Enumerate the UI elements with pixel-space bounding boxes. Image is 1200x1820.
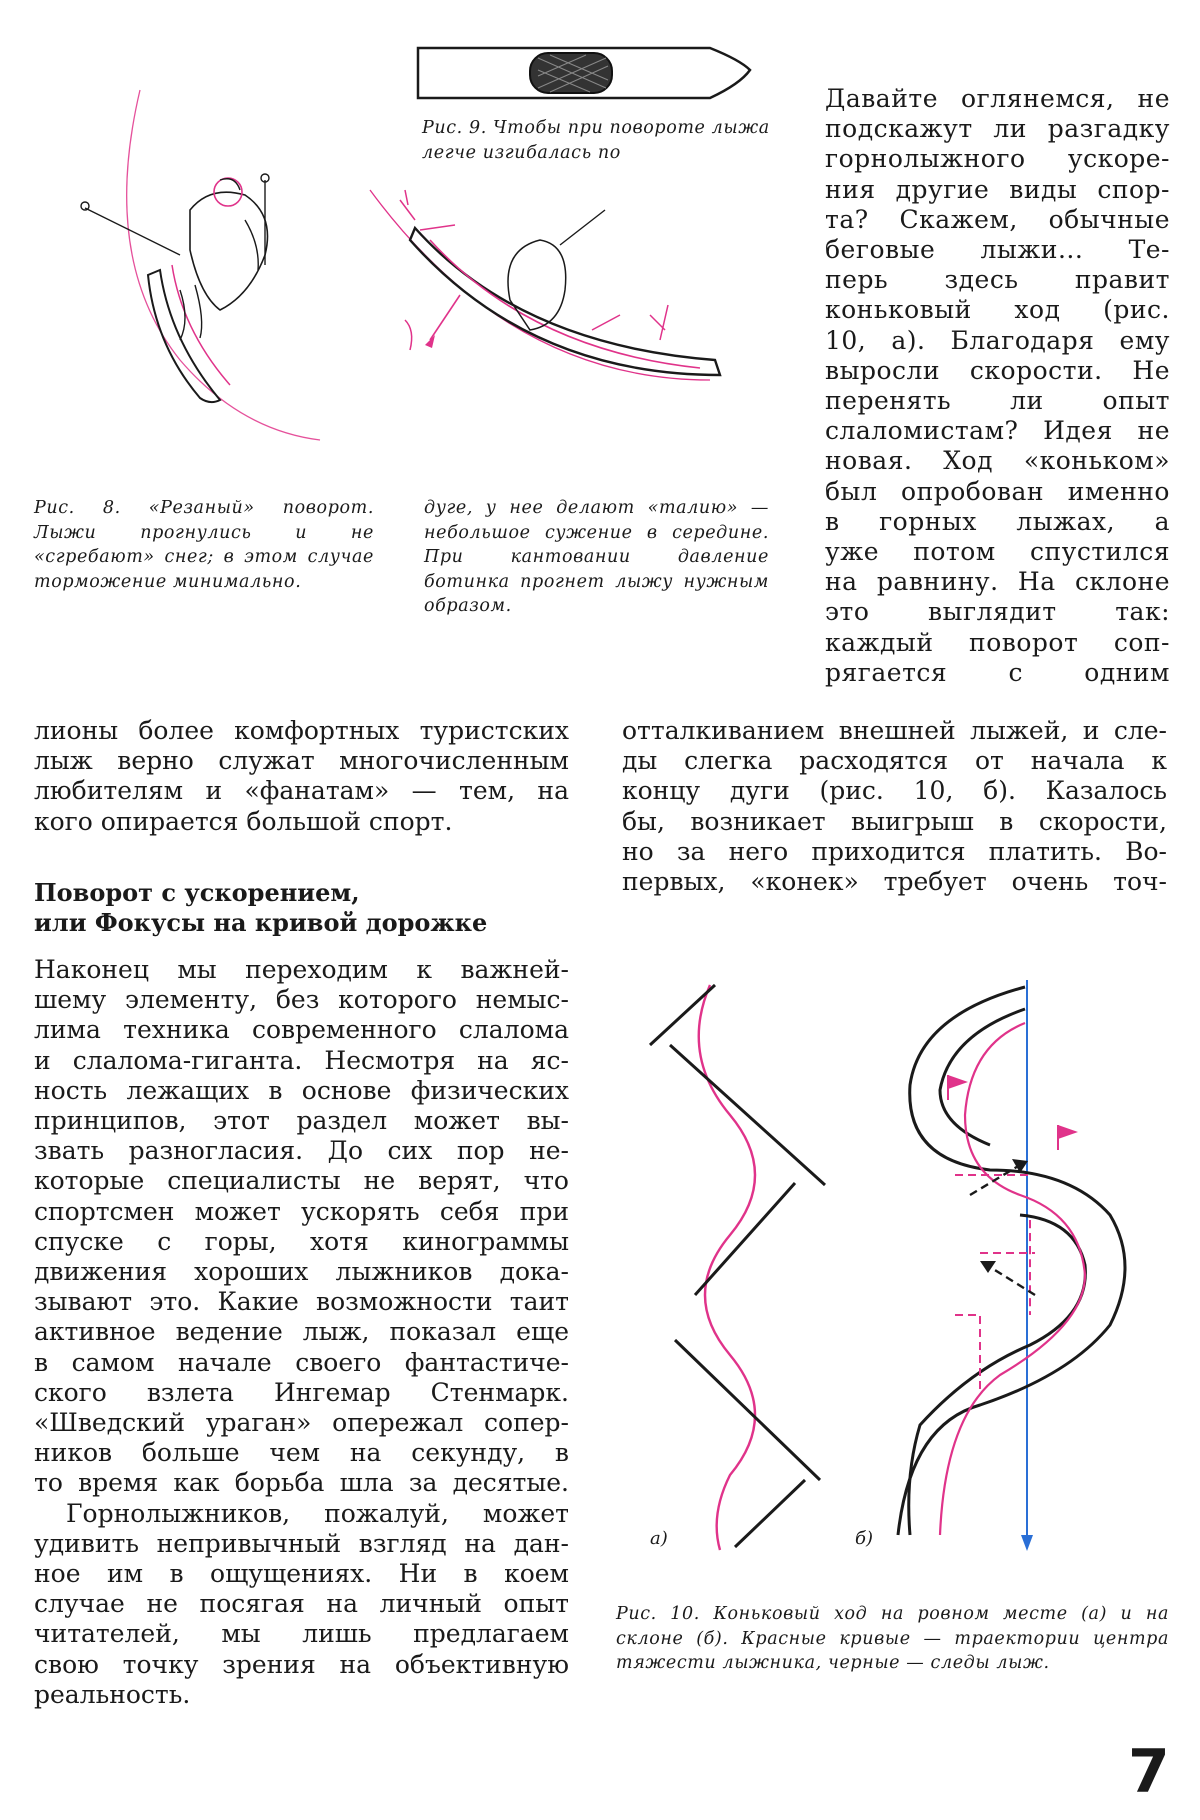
text-line: уже потом спустился: [825, 537, 1170, 567]
fig9-caption-part1: Рис. 9. Чтобы при повороте лыжа легче изгибалась по: [422, 118, 770, 163]
text-line: та? Скажем, обычные: [825, 204, 1170, 234]
fig10-caption: Рис. 10. Коньковый ход на ровном месте (а) и на склоне (б). Красные кривые — траектории центра тяжести лыжника, черные — следы лыж.: [616, 1604, 1169, 1673]
fig8-caption: Рис. 8. «Резаный» поворот. Лыжи прогнулись и не «сгребают» снег; в этом случае торможение минимально.: [34, 498, 374, 592]
text-line: Горнолыжников, пожалуй, может: [66, 1498, 569, 1528]
text-line: и слалома-гиганта. Несмотря на яс-: [34, 1045, 569, 1075]
fig10b-label: б): [855, 1528, 874, 1549]
text-line: новая. Ход «коньком»: [825, 446, 1170, 476]
fig9-skier-on-ski-drawing: [360, 180, 730, 420]
fig10a-diagram: [640, 975, 840, 1555]
fig10b-trajectory: [940, 1023, 1085, 1535]
text-line: горнолыжного ускоре-: [825, 144, 1170, 174]
text-line: бы, возникает выигрыш в скорости,: [622, 806, 1167, 836]
text-line: каждый поворот соп-: [825, 627, 1170, 657]
fig10a-track: [695, 1183, 795, 1295]
text-line: коньковый ход (рис.: [825, 295, 1170, 325]
right-column-mid-text: [622, 716, 1167, 897]
text-line: но за него приходится платить. Во-: [622, 836, 1167, 866]
text-line: Давайте оглянемся, не: [825, 84, 1170, 113]
section-heading: [34, 878, 594, 938]
fig10b-flag: [1058, 1125, 1078, 1150]
text-line: случае не посягая на личный опыт: [34, 1589, 569, 1619]
section-heading-line2: или Фокусы на кривой дорожке: [34, 908, 488, 937]
text-line: ния другие виды спор-: [825, 174, 1170, 204]
text-line: рягается с одним: [825, 657, 1170, 687]
text-line: принципов, этот раздел может вы-: [34, 1106, 569, 1136]
fig9-ski-drawing: [410, 40, 760, 110]
text-line: лыж верно служат многочисленным: [34, 746, 569, 776]
text-line: ды слегка расходятся от начала к: [622, 746, 1167, 776]
text-line: в горных лыжах, а: [825, 506, 1170, 536]
fig10a-track: [675, 1340, 820, 1480]
left-paragraph-1: [34, 955, 569, 1710]
page-number: 7: [1128, 1737, 1170, 1807]
text-line: Наконец мы переходим к важней-: [34, 955, 569, 984]
text-line: кого опирается большой спорт.: [34, 806, 453, 836]
text-line: концу дуги (рис. 10, б). Казалось: [622, 776, 1167, 806]
text-line: ность лежащих в основе физических: [34, 1075, 569, 1105]
top-right-text: [825, 84, 1170, 688]
text-line: удивить непривычный взгляд на дан-: [34, 1528, 569, 1558]
text-line: свою точку зрения на объективную: [34, 1649, 569, 1679]
text-line: слаломистам? Идея не: [825, 416, 1170, 446]
text-line: отталкиванием внешней лыжей, и сле-: [622, 716, 1167, 745]
text-line: звать разногласия. До сих пор не-: [34, 1136, 569, 1166]
text-line: был опробован именно: [825, 476, 1170, 506]
fig10a-track: [670, 1045, 825, 1185]
text-line: ников больше чем на секунду, в: [34, 1438, 569, 1468]
text-line: лима техника современного слалома: [34, 1015, 569, 1045]
fig8-skier-drawing: [60, 80, 390, 460]
text-line: беговые лыжи... Те-: [825, 235, 1170, 265]
text-line: 10, а). Благодаря ему: [825, 325, 1170, 355]
text-line: перенять ли опыт: [825, 386, 1170, 416]
text-line: спуске с горы, хотя кинограммы: [34, 1226, 569, 1256]
text-line: то время как борьба шла за десятые.: [34, 1468, 569, 1498]
text-line: в самом начале своего фантастиче-: [34, 1347, 569, 1377]
text-line: перь здесь правит: [825, 265, 1170, 295]
fig9-caption-part2: дуге, у нее делают «талию» — небольшое сужение в середине. При кантовании давление ботинка прогнет лыжу нужным образом.: [424, 498, 769, 616]
fig10a-track: [650, 985, 715, 1045]
fig10a-label: а): [650, 1528, 668, 1549]
left-column-top-text: [34, 716, 569, 837]
text-line: зывают это. Какие возможности таит: [34, 1287, 569, 1317]
text-line: это выглядит так:: [825, 597, 1170, 627]
fig10b-flag: [948, 1075, 968, 1100]
text-line: «Шведский ураган» опережал сопер-: [34, 1408, 569, 1438]
fig10b-diagram: [880, 975, 1170, 1555]
text-line: на равнину. На склоне: [825, 567, 1170, 597]
text-line: которые специалисты не верят, что: [34, 1166, 569, 1196]
fig10b-track-inner: [909, 1215, 1086, 1535]
text-line: движения хороших лыжников дока-: [34, 1257, 569, 1287]
text-line: активное ведение лыж, показал еще: [34, 1317, 569, 1347]
text-line: читателей, мы лишь предлагаем: [34, 1619, 569, 1649]
text-line: реальность.: [34, 1679, 191, 1709]
text-line: подскажут ли разгадку: [825, 114, 1170, 144]
fig10b-track-outer: [898, 987, 1125, 1535]
text-line: ского взлета Ингемар Стенмарк.: [34, 1377, 569, 1407]
text-line: спортсмен может ускорять себя при: [34, 1196, 569, 1226]
fig10a-track: [735, 1480, 805, 1547]
text-line: любителям и «фанатам» — тем, на: [34, 776, 569, 806]
text-line: ное им в ощущениях. Ни в коем: [34, 1559, 569, 1589]
section-heading-line1: Поворот с ускорением,: [34, 878, 360, 907]
text-line: шему элементу, без которого немыс-: [34, 985, 569, 1015]
text-line: первых, «конек» требует очень точ-: [622, 867, 1167, 897]
fig10a-trajectory: [699, 985, 755, 1550]
text-line: выросли скорости. Не: [825, 355, 1170, 385]
text-line: лионы более комфортных туристских: [34, 716, 569, 745]
